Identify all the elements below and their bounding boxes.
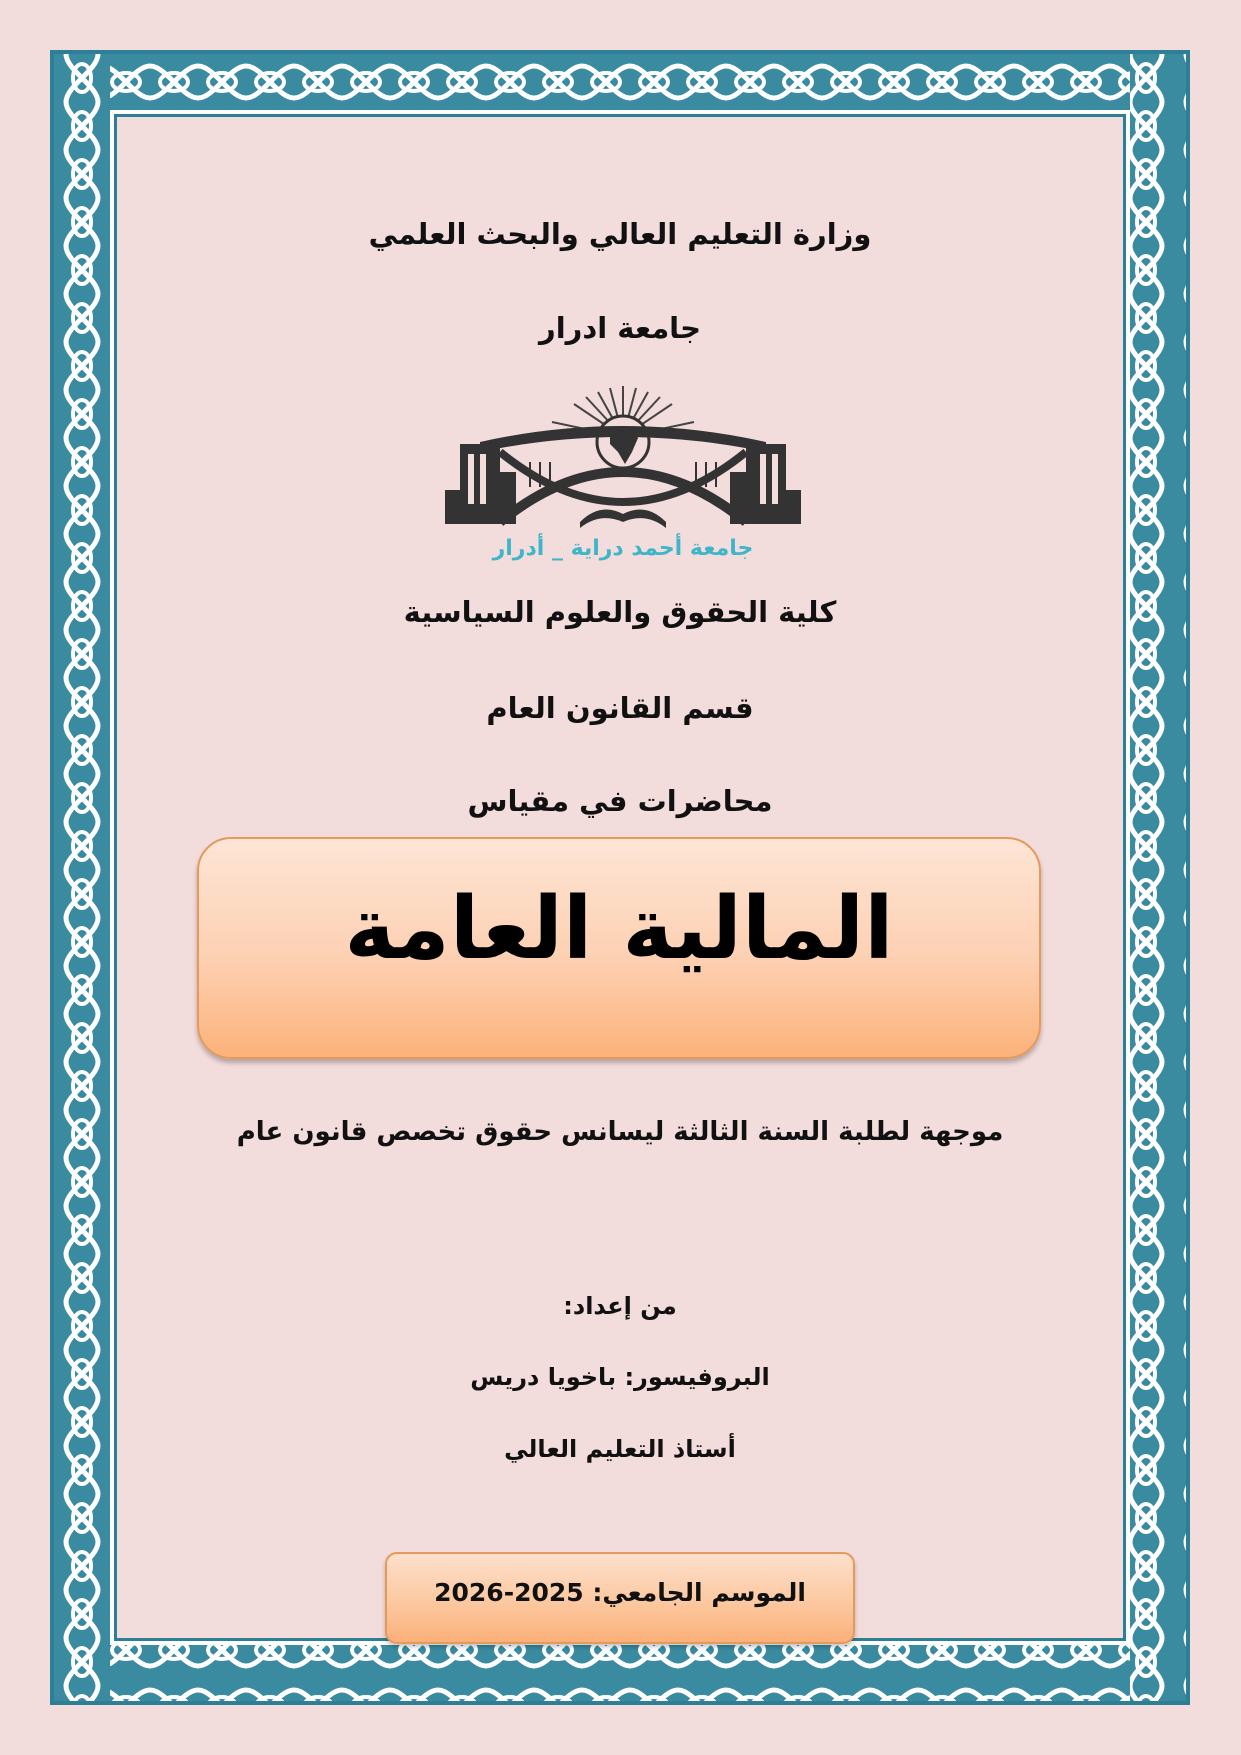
university-name: جامعة ادرار — [539, 311, 701, 345]
academic-year: الموسم الجامعي: 2025-2026 — [434, 1578, 806, 1607]
author-name: البروفيسور: باخويا دريس — [470, 1363, 770, 1391]
audience-line: موجهة لطلبة السنة الثالثة ليسانس حقوق تخصص قانون عام — [236, 1117, 1004, 1147]
course-title: المالية العامة — [344, 879, 894, 979]
faculty-name: كلية الحقوق والعلوم السياسية — [403, 595, 837, 629]
department-name: قسم القانون العام — [486, 691, 754, 725]
open-book-icon — [580, 510, 666, 529]
author-title: أستاذ التعليم العالي — [504, 1435, 736, 1463]
decorative-celtic-border — [50, 50, 1190, 1705]
prepared-by-label: من إعداد: — [563, 1292, 677, 1320]
cover-content — [114, 114, 1126, 1641]
course-title-box — [197, 837, 1041, 1059]
academic-year-box — [385, 1552, 855, 1644]
university-logo — [440, 382, 806, 562]
logo-caption: جامعة أحمد دراية _ أدرار — [492, 536, 754, 561]
lectures-label: محاضرات في مقياس — [467, 784, 773, 818]
ministry-heading: وزارة التعليم العالي والبحث العلمي — [368, 217, 872, 251]
